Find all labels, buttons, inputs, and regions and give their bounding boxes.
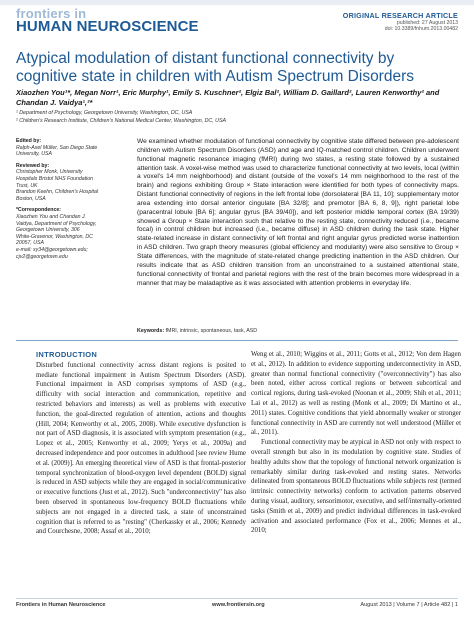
header-strip <box>0 0 474 5</box>
intro-column-left <box>36 350 246 537</box>
affiliations <box>16 110 456 125</box>
journal-logo-bottom: HUMAN NEUROSCIENCE <box>16 18 199 35</box>
article-title: Atypical modulation of distant functional connectivity by cognitive state in children with Autism Spectrum Disorders <box>16 50 414 85</box>
journal-header <box>0 0 474 44</box>
footer-site-link[interactable]: www.frontiersin.org <box>212 602 265 608</box>
affiliation-1: ¹ Department of Psychology, Georgetown University, Washington, DC, USA <box>16 110 193 116</box>
footer-divider <box>16 598 458 599</box>
published-date: published: 27 August 2013 <box>396 20 458 26</box>
page-footer <box>16 602 458 612</box>
edited-by-heading: Edited by: <box>16 138 42 144</box>
correspondence-heading: *Correspondence: <box>16 207 61 214</box>
publication-meta <box>385 20 458 33</box>
footer-journal: Frontiers in Human Neuroscience <box>16 602 106 608</box>
correspondence-text[interactable]: Xiaozhen You and Chandan J. Vaidya, Department of Psychology, Georgetown University, 306 White-Gravenor, Washington, DC 20057, USA e-mail: xy34@georgetown.edu; cjv2@georgetown.edu <box>16 213 97 260</box>
section-divider <box>16 340 458 341</box>
edited-by-block <box>16 138 124 158</box>
article-type-label: ORIGINAL RESEARCH ARTICLE <box>342 11 458 20</box>
reviewed-by-block <box>16 163 124 203</box>
keywords-line <box>137 328 459 334</box>
correspondence-block <box>16 207 124 260</box>
affiliation-2: ² Children's Research Institute, Children's National Medical Center, Washington, DC, USA <box>16 117 227 124</box>
edited-by-text: Ralph-Axel Müller, San Diego State University, USA <box>16 144 98 158</box>
article-sidebar <box>16 138 124 265</box>
intro-heading: INTRODUCTION <box>36 350 98 359</box>
intro-paragraph-1-cont: Weng et al., 2010; Wiggins et al., 2011; Gotts et al., 2012; Von dem Hagen et al., 2012). In addition to evidence supporting underconnectivity in ASD, greater than normal functional connectivity ("overconnectivity") has also been noted, either across cortical regions or between subcortical and cortical regions, during task-evoked (Noonan et al., 2009; Shih et al., 2011; Lai et al., 2012) as well as resting (Monk et al., 2009; Di Martino et al., 2011) states. Cognitive conditions that yield abnormally weaker or stronger functional connectivity in ASD are currently not well understood (Müller et al., 2011). <box>251 351 461 437</box>
abstract-text: We examined whether modulation of functional connectivity by cognitive state differed between pre-adolescent children with Autism Spectrum Disorders (ASD) and age and IQ-matched control children. Children underwent functional magnetic resonance imaging (fMRI) during two states, a resting state followed by a sustained attention task. A voxel-wise method was used to characterize functional connectivity at two levels, local (within a voxel's 14 mm neighborhood) and distant (outside of the voxel's 14 mm neighborhood to the rest of the brain) and regions exhibiting Group × State interaction were identified for both types of connectivity maps. Distant functional connectivity of regions in the left frontal lobe (dorsolateral [BA 11, 10]; supplementary motor area extending into dorsal anterior cingulate [BA 32/8]; and premotor [BA 6, 8, 9]), right parietal lobe (paracentral lobule [BA 6]; angular gyrus [BA 39/40]), and left posterior middle temporal cortex (BA 19/39) showed a Group × State interaction such that relative to the resting state, connectivity reduced (i.e., became focal) in control children but increased (i.e., became diffuse) in ASD children during the task state. Higher state-related increase in distant connectivity of left frontal and right angular gyrus predicted worse inattention in ASD children. Two graph theory measures (global efficiency and modularity) were also sensitive to Group × State differences, with the magnitude of state-related change predicting inattention in the ASD children. Our results indicate that as ASD children transition from an unconstrained to a sustained attentional state, functional connectivity of frontal and parietal regions with the rest of the brain becomes more widespread in a manner that may be maladaptive as it was associated with attention problems in everyday life. <box>137 138 459 287</box>
intro-paragraph-1: Disturbed functional connectivity across distant regions is posited to mediate functional impairment in Autism Spectrum Disorders (ASD). Functional impairment in ASD comprises symptoms of ASD (e.g., difficulty with social interaction and communication, repetitive and restricted behaviors and interests) as well as problems with executive function, the goal-directed regulation of attention, actions and thoughts (Hill, 2004; Kenworthy et al., 2005, 2008). While executive dysfunction is not part of ASD diagnosis, it is associated with symptom presentation (e.g., Lopez et al., 2005; Kenworthy et al., 2009; Yerys et al., 2009a) and decreased independence and poor outcomes in adulthood [see review Hume et al. (2009)]. An emerging theoretical view of ASD is that frontal-posterior temporal synchronization of blood-oxygen level dependent (BOLD) signal is reduced in ASD subjects while they are engaged in social/communicative or executive functions (Just et al., 2012). Such "underconnectivity" has also been observed in spontaneous low-frequency BOLD fluctuations while subjects are not engaged in a directed task, a state of unconstrained cognition that is referred to as "resting" (Cherkassky et al., 2006; Kennedy and Courchesne, 2008; Assaf et al., 2010; <box>36 361 246 536</box>
reviewed-by-text: Christopher Monk, University Hospitals Bristol NHS Foundation Trust, UK Brandon Keehn, Children's Hospital Boston, USA <box>16 169 99 202</box>
journal-logo-top: frontiers in <box>16 6 87 21</box>
intro-paragraph-2: Functional connectivity may be atypical in ASD not only with respect to overall strength but also in its modulation by cognitive state. Studies of healthy adults show that the topology of functional network organization is remarkably similar during task-evoked and resting states. Networks delineated from spontaneous BOLD fluctuations while subjects rest (termed intrinsic connectivity networks) conform to activation patterns observed during visual, auditory, sensorimotor, executive, and self/internally-oriented tasks (Smith et al., 2009) and predict individual differences in task-evoked activation and associated performance (Fox et al., 2006; Mennes et al., 2010; <box>251 439 461 535</box>
intro-column-right <box>251 350 461 536</box>
footer-issue: August 2013 | Volume 7 | Article 482 | 1 <box>360 602 458 608</box>
keywords-list: fMRI, intrinsic, spontaneous, task, ASD <box>165 328 258 334</box>
doi-link[interactable]: doi: 10.3389/fnhum.2013.00482 <box>384 26 458 33</box>
author-list: Xiaozhen You¹*, Megan Norr¹, Eric Murphy¹, Emily S. Kuschner², Elgiz Bal², William D. Gaillard², Lauren Kenworthy² and Chandan J. Vaidya¹,²* <box>16 88 440 107</box>
keywords-label: Keywords: <box>137 328 165 334</box>
reviewed-by-heading: Reviewed by: <box>16 162 50 169</box>
